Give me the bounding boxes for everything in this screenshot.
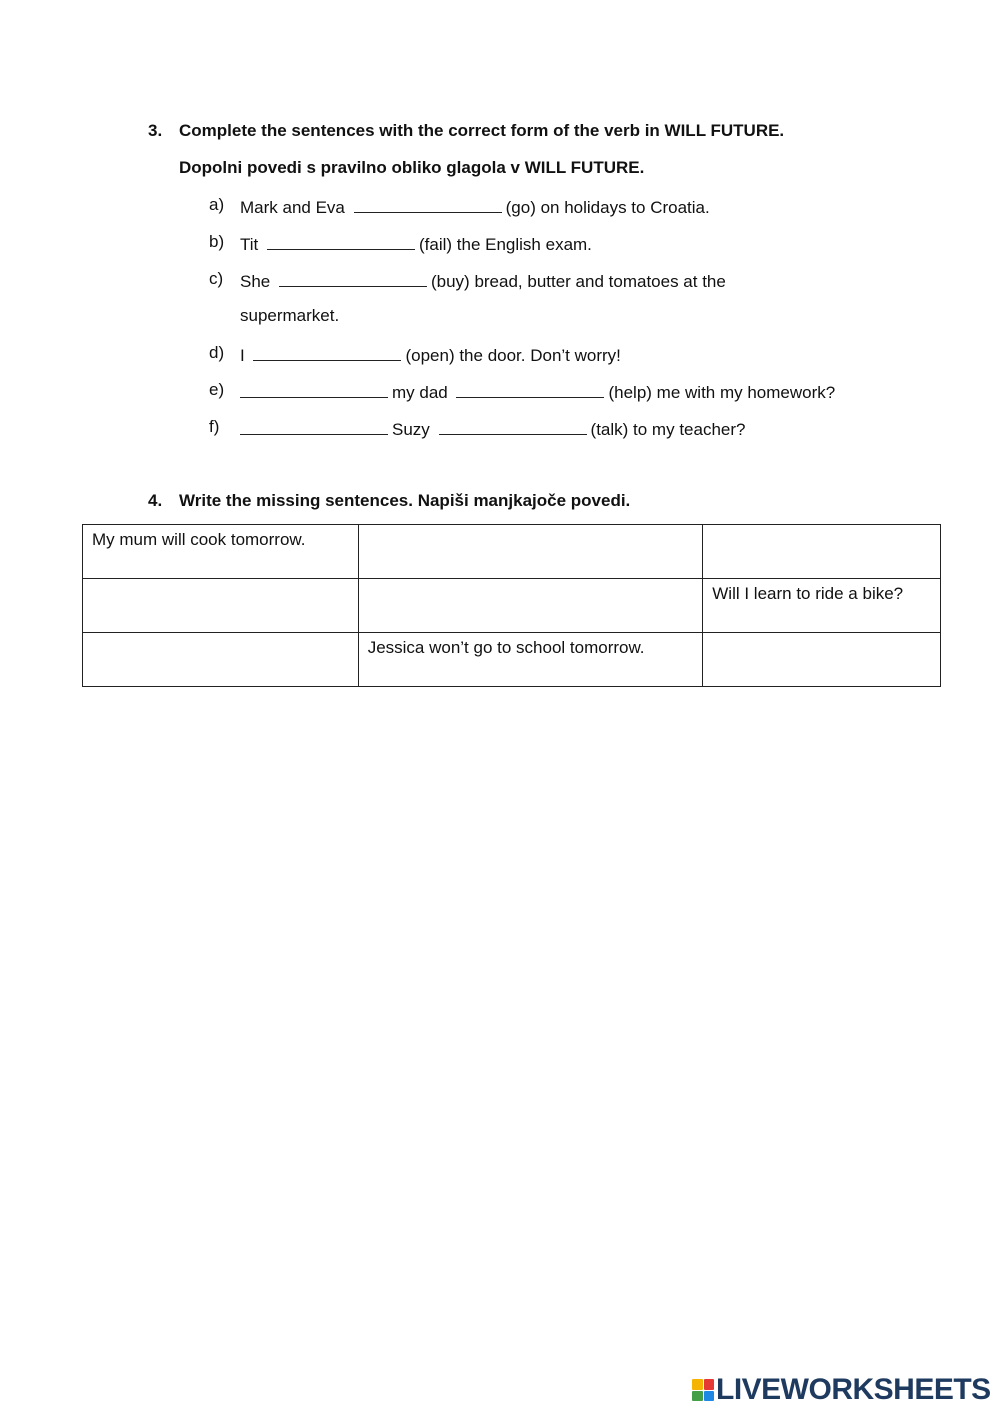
item-text-after: (go) on holidays to Croatia. (505, 198, 710, 217)
item-label: e) (209, 380, 225, 399)
exercise-number: 3. (148, 121, 163, 140)
exercise-title: Write the missing sentences. Napiši manjkajoče povedi. (179, 491, 631, 510)
exercise-3-subtitle: Dopolni povedi s pravilno obliko glagola v WILL FUTURE. (179, 158, 645, 177)
table-cell: My mum will cook tomorrow. (83, 525, 359, 579)
answer-blank[interactable] (240, 416, 388, 435)
answer-blank[interactable] (456, 379, 604, 398)
item-text-before: Tit (240, 235, 259, 254)
brand-name: LIVEWORKSHEETS (716, 1373, 991, 1406)
table-cell: Will I learn to ride a bike? (703, 579, 941, 633)
item-label: b) (209, 232, 225, 251)
exercise-number: 4. (148, 491, 163, 510)
item-text-after: (buy) bread, butter and tomatoes at the (430, 272, 726, 291)
table-row (83, 525, 941, 579)
table-cell-answer[interactable] (83, 633, 359, 687)
item-text-middle: my dad (392, 383, 448, 402)
sentence-c-continuation: supermarket. (240, 306, 340, 325)
exercise-title: Complete the sentences with the correct form of the verb in WILL FUTURE. (179, 121, 785, 140)
table-row (83, 579, 941, 633)
item-text-before: She (240, 272, 271, 291)
sentences-table (82, 524, 941, 687)
item-text-after: (open) the door. Don’t worry! (405, 346, 621, 365)
item-label: d) (209, 343, 225, 362)
item-label: a) (209, 195, 225, 214)
item-text-before: I (240, 346, 245, 365)
item-text-before: Mark and Eva (240, 198, 345, 217)
item-text-after: (fail) the English exam. (419, 235, 592, 254)
table-row (83, 633, 941, 687)
table-cell-answer[interactable] (703, 525, 941, 579)
answer-blank[interactable] (253, 342, 401, 361)
liveworksheets-logo-icon (692, 1379, 714, 1401)
table-cell-answer[interactable] (358, 525, 703, 579)
table-cell-answer[interactable] (358, 579, 703, 633)
item-text-after: (help) me with my homework? (608, 383, 836, 402)
answer-blank[interactable] (439, 416, 587, 435)
answer-blank[interactable] (267, 231, 415, 250)
answer-blank[interactable] (279, 268, 427, 287)
item-text-middle: Suzy (392, 420, 430, 439)
item-text-after: (talk) to my teacher? (590, 420, 746, 439)
table-cell-answer[interactable] (703, 633, 941, 687)
item-label: c) (209, 269, 224, 288)
table-cell: Jessica won’t go to school tomorrow. (358, 633, 703, 687)
footer-brand (692, 1374, 991, 1406)
table-cell-answer[interactable] (83, 579, 359, 633)
item-label: f) (209, 417, 220, 436)
answer-blank[interactable] (354, 194, 502, 213)
answer-blank[interactable] (240, 379, 388, 398)
